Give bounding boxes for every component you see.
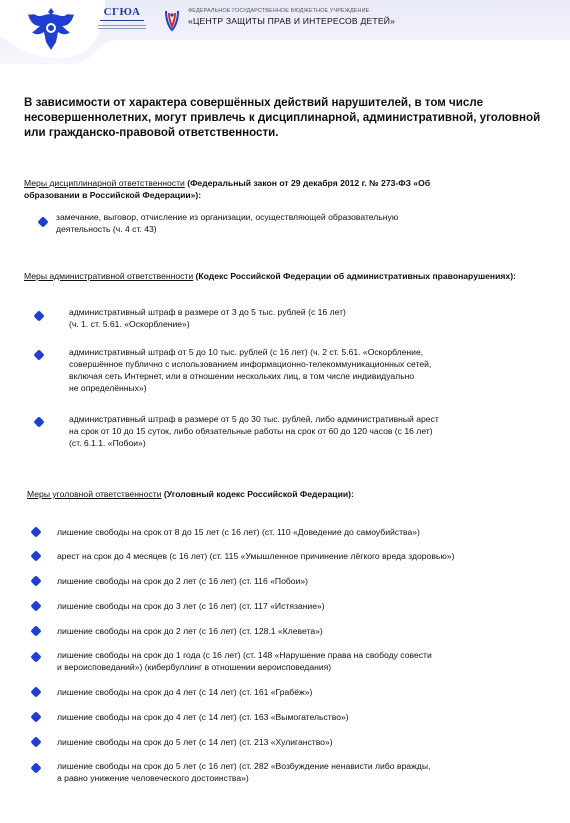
bullet-icon	[30, 625, 42, 637]
list-item: лишение свободы на срок до 4 лет (с 14 лет) (ст. 163 «Вымогательство»)	[57, 712, 349, 722]
bullet-icon	[30, 711, 42, 723]
list-item: лишение свободы на срок до 3 лет (с 16 лет) (ст. 117 «Истязание»)	[57, 601, 325, 611]
org-name: «ЦЕНТР ЗАЩИТЫ ПРАВ И ИНТЕРЕСОВ ДЕТЕЙ»	[188, 16, 396, 26]
section-title-criminal	[27, 488, 547, 500]
logo-sgua-text: СГЮА	[103, 6, 141, 18]
bullet-icon	[37, 216, 49, 228]
section-source: (Уголовный кодекс Российской Федерации):	[161, 489, 354, 499]
bullet-icon	[30, 651, 42, 663]
list-item: лишение свободы на срок до 2 лет (с 16 лет) (ст. 128.1 «Клевета»)	[57, 626, 323, 636]
list-item: лишение свободы на срок до 5 лет (с 14 лет) (ст. 213 «Хулиганство»)	[57, 737, 333, 747]
bullet-icon	[30, 686, 42, 698]
bullet-icon	[33, 310, 45, 322]
section-source: (Кодекс Российской Федерации об административных правонарушениях):	[193, 271, 516, 281]
list-item: лишение свободы на срок от 8 до 15 лет (с 16 лет) (ст. 110 «Доведение до самоубийства»)	[57, 527, 420, 537]
section-heading: Меры дисциплинарной ответственности	[24, 178, 185, 188]
bullet-icon	[33, 416, 45, 428]
list-item: административный штраф от 5 до 10 тыс. рублей (с 16 лет) (ч. 2 ст. 5.61. «Оскорбление, совершённое публично с использованием информационно-телекоммуникационных сетей, включая сеть Интернет, или в отношении нескольких лиц, в том числе индивидуально не определённых»)	[69, 347, 432, 393]
section-source: (Федеральный закон от 29 декабря 2012 г. № 273-ФЗ «Об образовании в Российской Федерации»):	[24, 178, 431, 200]
intro-text: В зависимости от характера совершённых действий нарушителей, в том числе несовершеннолетних, могут привлечь к дисциплинарной, административной, уголовной или гражданско-правовой ответственности.	[24, 96, 541, 139]
section-heading: Меры уголовной ответственности	[27, 489, 162, 499]
bullet-icon	[30, 526, 42, 538]
list-item: замечание, выговор, отчисление из организации, осуществляющей образовательную деятельность (ч. 4 ст. 43)	[56, 212, 399, 234]
section-title-administrative	[24, 270, 544, 282]
list-item: лишение свободы на срок до 4 лет (с 14 лет) (ст. 161 «Грабёж»)	[57, 687, 313, 697]
list-item: арест на срок до 4 месяцев (с 16 лет) (ст. 115 «Умышленное причинение лёгкого вреда здоровью»)	[57, 551, 455, 561]
bullet-icon	[33, 349, 45, 361]
list-item: административный штраф в размере от 3 до 5 тыс. рублей (с 16 лет) (ч. 1. ст. 5.61. «Оскорбление»)	[69, 307, 346, 329]
center-logo-icon	[160, 8, 184, 32]
bullet-icon	[30, 736, 42, 748]
list-item: лишение свободы на срок до 5 лет (с 16 лет) (ст. 282 «Возбуждение ненависти либо вражды, а равно унижение человеческого достоинства»)	[57, 761, 431, 783]
logo-sgua	[96, 6, 148, 36]
list-item: лишение свободы на срок до 2 лет (с 16 лет) (ст. 116 «Побои»)	[57, 576, 309, 586]
page-header	[0, 0, 570, 78]
org-subtitle: ФЕДЕРАЛЬНОЕ ГОСУДАРСТВЕННОЕ БЮДЖЕТНОЕ УЧРЕЖДЕНИЕ	[188, 8, 370, 14]
bullet-icon	[30, 600, 42, 612]
section-heading: Меры административной ответственности	[24, 271, 194, 281]
section-title-disciplinary	[24, 177, 464, 201]
bullet-icon	[30, 550, 42, 562]
bullet-icon	[30, 762, 42, 774]
emblem-eagle-icon	[26, 2, 76, 54]
list-item: административный штраф в размере от 5 до 30 тыс. рублей, либо административный арест на срок от 10 до 15 суток, либо обязательные работы на срок от 60 до 120 часов (с 16 лет) (ст. 6.1.1. «Побои»)	[69, 414, 439, 448]
list-item: лишение свободы на срок до 1 года (с 16 лет) (ст. 148 «Нарушение права на свободу совести и вероисповеданий») (кибербуллинг в отношении вероисповедания)	[57, 650, 432, 672]
bullet-icon	[30, 575, 42, 587]
